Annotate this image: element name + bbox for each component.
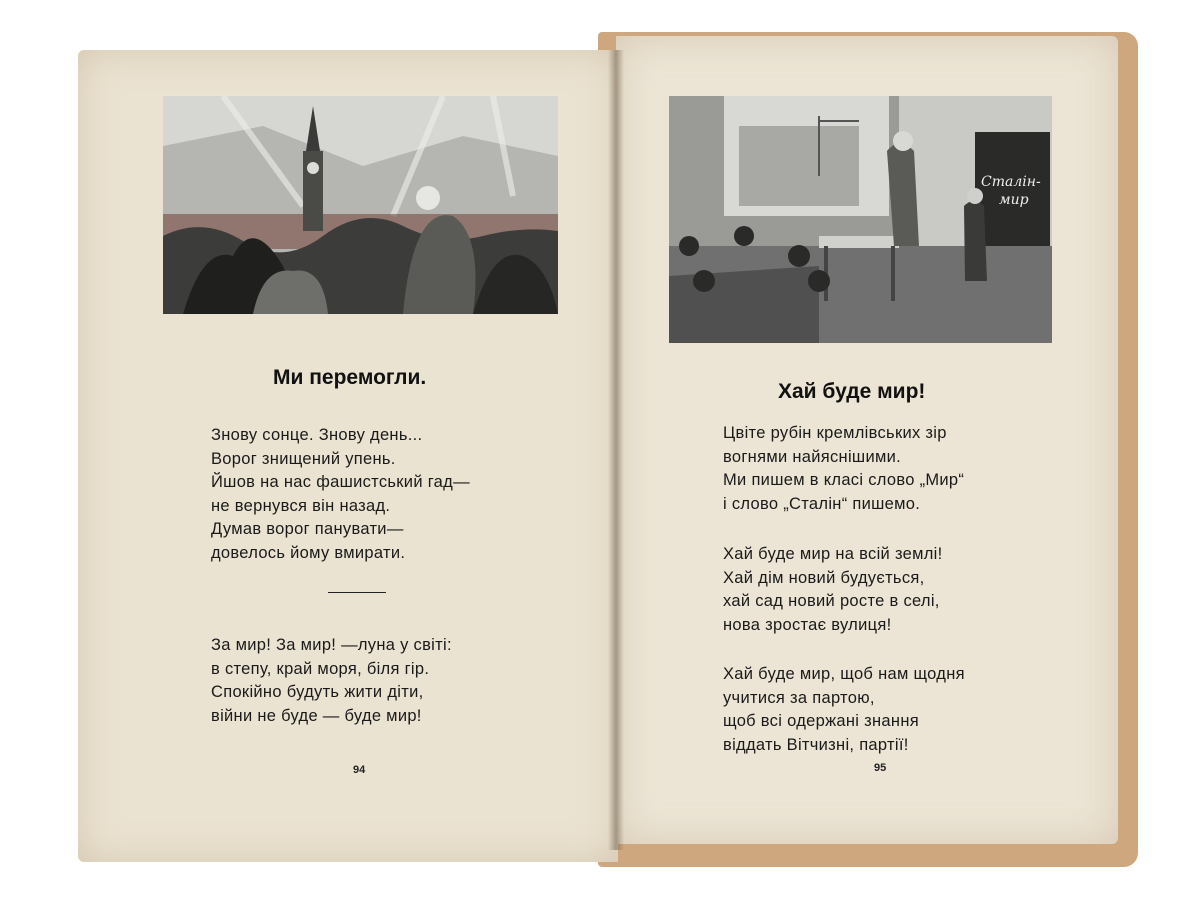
- book-gutter: [608, 50, 624, 850]
- page-title: Хай буде мир!: [778, 380, 926, 403]
- classroom-illustration: [669, 96, 1052, 343]
- poem-line: Думав ворог панувати—: [211, 520, 404, 538]
- poem-line: Ворог знищений упень.: [211, 449, 396, 468]
- poem-line: довелось йому вмирати.: [211, 543, 406, 562]
- poem-stanza: [723, 422, 964, 516]
- poem-stanza: [723, 543, 943, 637]
- poem-line: вогнями найяснішими.: [723, 447, 902, 466]
- poem-line: війни не буде — буде мир!: [211, 706, 422, 725]
- poem-line: нова зростає вулиця!: [723, 615, 892, 634]
- blackboard-text: Сталін-: [981, 174, 1041, 190]
- open-book: [78, 22, 1138, 867]
- page-number: 94: [353, 764, 366, 776]
- poem-line: віддать Вітчизні, партії!: [723, 735, 909, 754]
- poem-line: Спокійно будуть жити діти,: [211, 683, 424, 701]
- poem-line: і слово „Сталін“ пишемо.: [723, 494, 921, 513]
- poem-line: хай сад новий росте в селі,: [723, 592, 940, 610]
- kremlin-celebration-illustration: [163, 96, 558, 314]
- poem-line: Ми пишем в класі слово „Мир“: [723, 471, 965, 489]
- poem-line: Хай дім новий будується,: [723, 568, 925, 587]
- poem-line: в степу, край моря, біля гір.: [211, 659, 430, 678]
- poem-line: За мир! За мир! —луна у світі:: [211, 636, 452, 654]
- page-title: Ми перемогли.: [273, 366, 427, 389]
- poem-line: щоб всі одержані знання: [723, 712, 919, 730]
- poem-line: Знову сонце. Знову день...: [211, 426, 423, 444]
- poem-stanza: [211, 634, 452, 728]
- poem-line: Хай буде мир на всій землі!: [723, 545, 943, 563]
- right-page: [616, 36, 1118, 844]
- poem-line: учитися за партою,: [723, 688, 875, 707]
- poem-line: Цвіте рубін кремлівських зір: [723, 424, 947, 442]
- poem-line: Хай буде мир, щоб нам щодня: [723, 665, 965, 683]
- page-number: 95: [874, 762, 887, 774]
- left-page: [78, 50, 618, 862]
- section-divider: [328, 592, 386, 593]
- poem-stanza: [723, 663, 965, 757]
- blackboard-text: мир: [999, 192, 1029, 208]
- poem-line: Йшов на нас фашистський гад—: [211, 473, 470, 491]
- poem-stanza: [211, 424, 470, 565]
- poem-line: не вернувся він назад.: [211, 496, 391, 515]
